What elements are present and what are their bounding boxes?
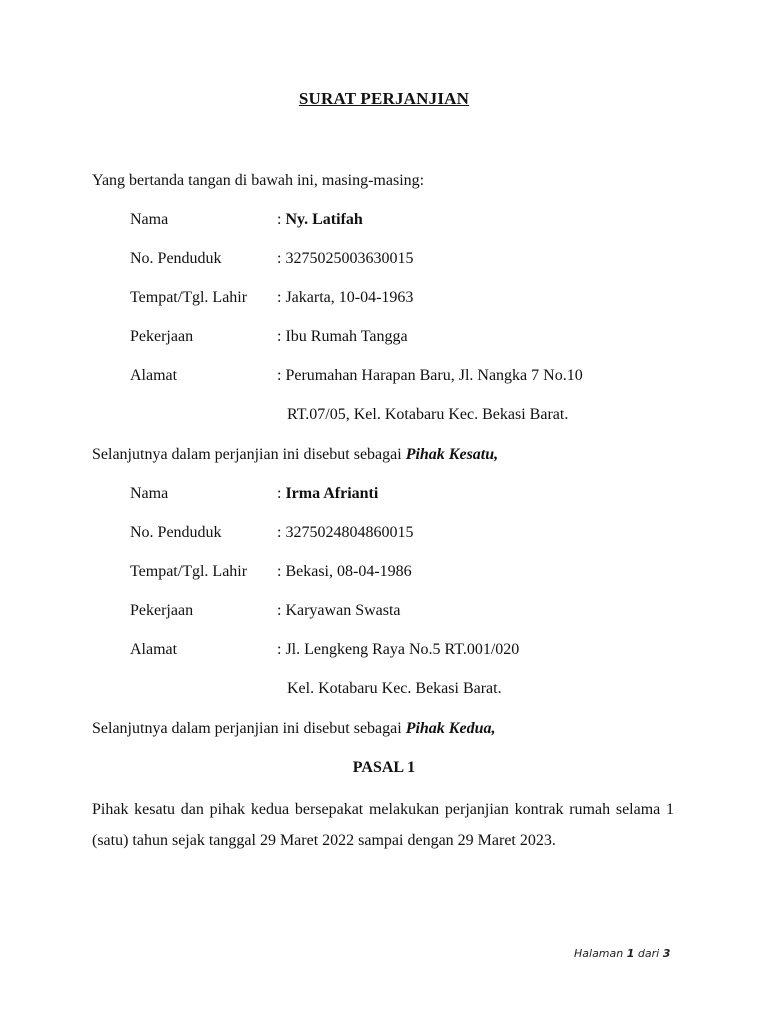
party1-name-label: Nama — [130, 211, 169, 228]
party2-job-value: : Karyawan Swasta — [277, 602, 401, 619]
party2-birth-value: : Bekasi, 08-04-1986 — [277, 563, 412, 580]
party2-closing: Selanjutnya dalam perjanjian ini disebut sebagai Pihak Kedua, — [92, 720, 496, 737]
party1-address-cont: RT.07/05, Kel. Kotabaru Kec. Bekasi Barat. — [287, 406, 569, 423]
party2-id-value: : 3275024804860015 — [277, 524, 414, 541]
party1-job-value: : Ibu Rumah Tangga — [277, 328, 408, 345]
intro-text: Yang bertanda tangan di bawah ini, masing-masing: — [92, 172, 425, 189]
party1-birth-label: Tempat/Tgl. Lahir — [130, 289, 248, 306]
total-pages: 3 — [662, 947, 671, 960]
party2-id-label: No. Penduduk — [130, 524, 222, 541]
party2-name-value: : Irma Afrianti — [277, 485, 379, 502]
document-title: SURAT PERJANJIAN — [298, 89, 470, 108]
party1-name-value: : Ny. Latifah — [277, 211, 363, 228]
party1-job-label: Pekerjaan — [130, 328, 194, 345]
party1-id-label: No. Penduduk — [130, 250, 222, 267]
page-number-footer: Halaman 1 dari 3 — [574, 947, 671, 960]
party2-name: Irma Afrianti — [285, 485, 379, 502]
party1-birth-value: : Jakarta, 10-04-1963 — [277, 289, 414, 306]
party1-name: Ny. Latifah — [285, 211, 363, 228]
party2-role: Pihak Kedua, — [405, 720, 496, 737]
party2-address-label: Alamat — [130, 641, 178, 658]
party2-address-cont: Kel. Kotabaru Kec. Bekasi Barat. — [287, 680, 502, 697]
party1-address-value: : Perumahan Harapan Baru, Jl. Nangka 7 No.10 — [277, 367, 583, 384]
party2-address-value: : Jl. Lengkeng Raya No.5 RT.001/020 — [277, 641, 520, 658]
party1-closing: Selanjutnya dalam perjanjian ini disebut sebagai Pihak Kesatu, — [92, 446, 499, 463]
party2-birth-label: Tempat/Tgl. Lahir — [130, 563, 248, 580]
party1-address-label: Alamat — [130, 367, 178, 384]
party2-job-label: Pekerjaan — [130, 602, 194, 619]
pasal-heading: PASAL 1 — [352, 759, 416, 776]
party1-role: Pihak Kesatu, — [405, 446, 499, 463]
party2-name-label: Nama — [130, 485, 169, 502]
pasal-paragraph: Pihak kesatu dan pihak kedua bersepakat melakukan perjanjian kontrak rumah selama 1 (satu) tahun sejak tanggal 29 Maret 2022 sampai dengan 29 Maret 2023. — [92, 801, 674, 849]
current-page: 1 — [626, 947, 635, 960]
party1-id-value: : 3275025003630015 — [277, 250, 414, 267]
